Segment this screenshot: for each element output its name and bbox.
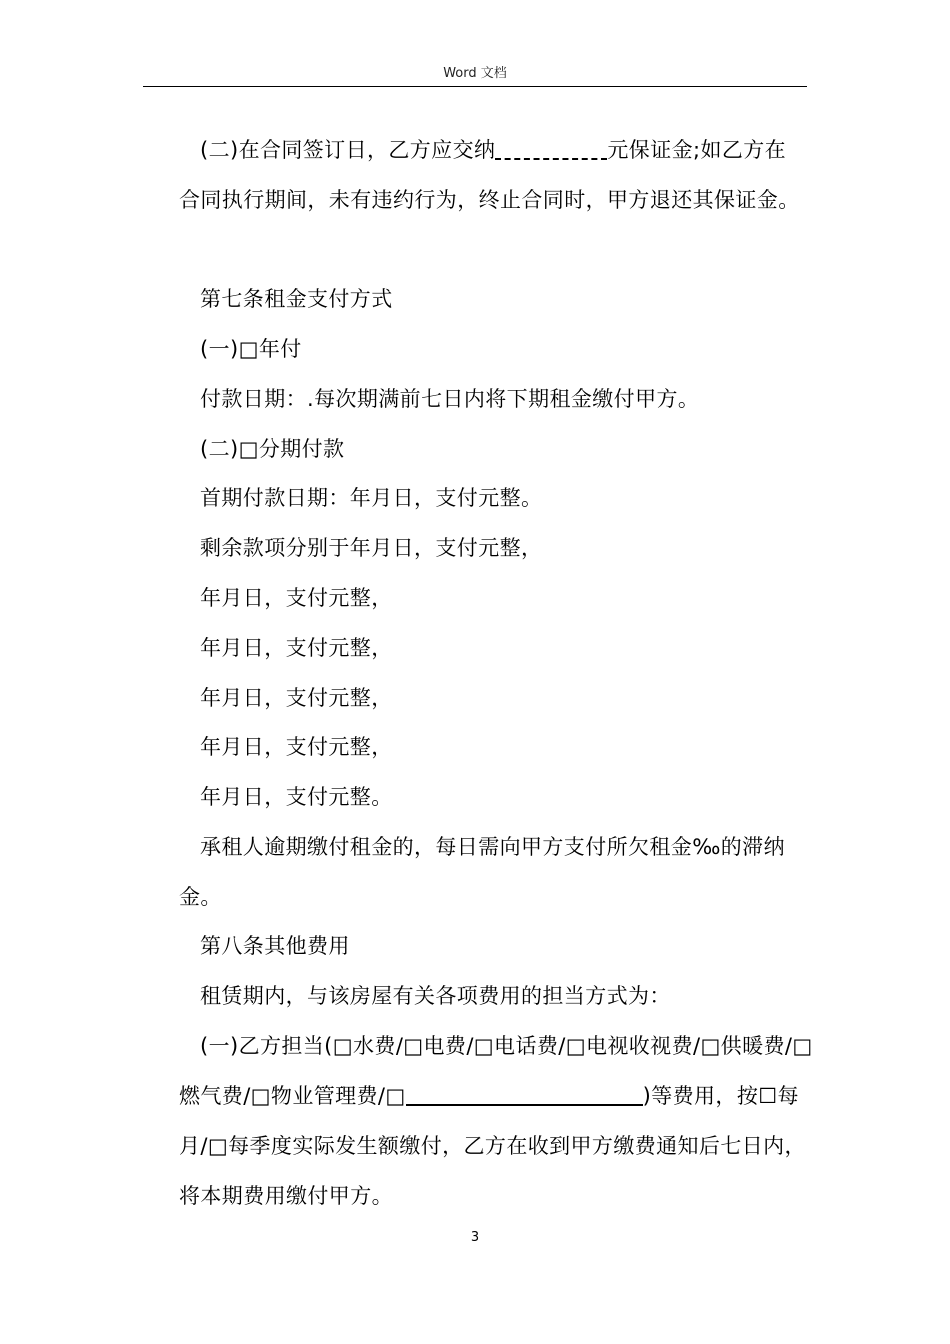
article-8-title: 第八条其他费用 <box>200 934 350 958</box>
page-number: 3 <box>470 1230 480 1245</box>
late-fee-line-2: 金。 <box>179 885 222 909</box>
deposit-text-after: 元保证金;如乙方在 <box>607 138 787 162</box>
article-7-option-installment: (二)□分期付款 <box>200 437 345 461</box>
article-8-intro: 租赁期内，与该房屋有关各项费用的担当方式为： <box>200 984 671 1008</box>
article-7-first-payment: 首期付款日期：年月日，支付元整。 <box>200 486 543 510</box>
article-8-line-2-before: 燃气费/□物业管理费/□ <box>179 1084 406 1108</box>
article-7-title: 第七条租金支付方式 <box>200 287 393 311</box>
header-divider <box>143 86 807 87</box>
other-fee-blank <box>406 1082 643 1106</box>
late-fee-line-1: 承租人逾期缴付租金的，每日需向甲方支付所欠租金‰的滞纳 <box>200 835 785 859</box>
article-8-line-3: 月/□每季度实际发生额缴付，乙方在收到甲方缴费通知后七日内， <box>179 1134 806 1158</box>
deposit-line-1 <box>200 136 786 164</box>
page-header: Word 文档 <box>443 66 507 81</box>
deposit-text-before: (二)在合同签订日，乙方应交纳 <box>200 138 496 162</box>
installment-line: 年月日，支付元整， <box>200 636 393 660</box>
installment-line: 年月日，支付元整， <box>200 735 393 759</box>
article-8-line-4: 将本期费用缴付甲方。 <box>179 1184 393 1208</box>
installment-line: 年月日，支付元整， <box>200 686 393 710</box>
article-8-line-2 <box>179 1082 799 1110</box>
installment-line: 年月日，支付元整， <box>200 586 393 610</box>
deposit-amount-blank <box>495 136 607 160</box>
article-8-line-1: (一)乙方担当(□水费/□电费/□电话费/□电视收视费/□供暖费/□ <box>200 1034 813 1058</box>
installment-line: 年月日，支付元整。 <box>200 785 393 809</box>
deposit-line-2: 合同执行期间，未有违约行为，终止合同时，甲方退还其保证金。 <box>179 188 800 212</box>
article-7-option-annual: (一)□年付 <box>200 337 302 361</box>
article-8-line-2-after: )等费用，按☐每 <box>642 1084 799 1108</box>
article-7-remaining-payments: 剩余款项分别于年月日，支付元整， <box>200 536 543 560</box>
article-7-annual-date: 付款日期：.每次期满前七日内将下期租金缴付甲方。 <box>200 387 700 411</box>
